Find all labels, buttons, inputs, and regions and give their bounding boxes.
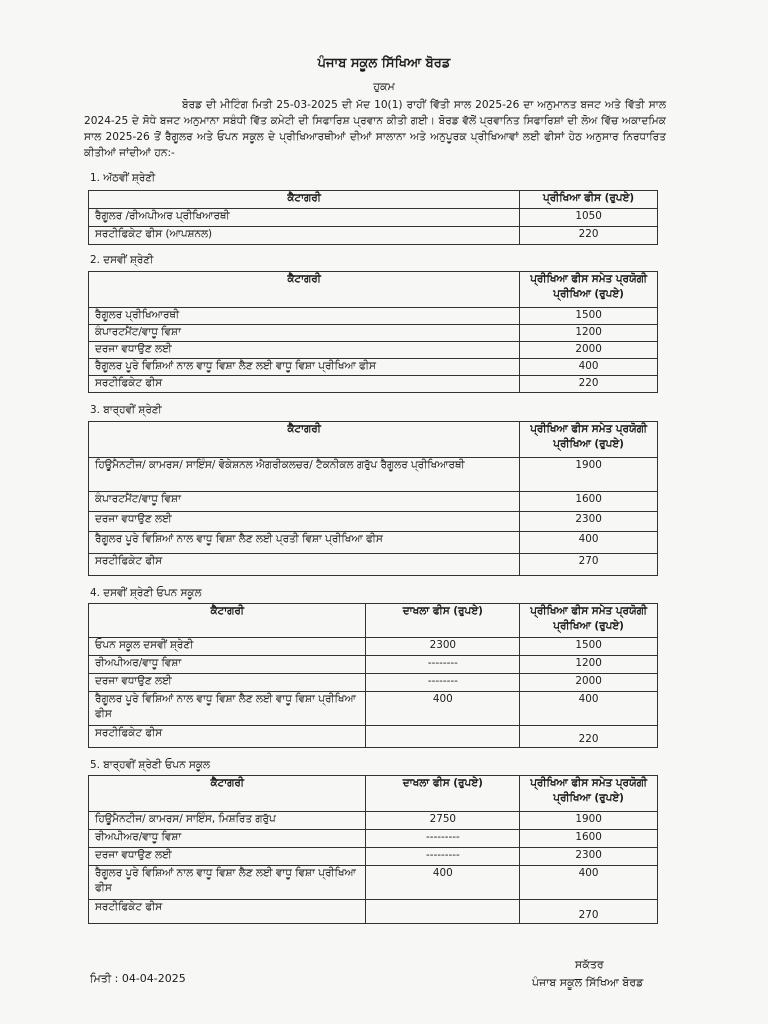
signatory-title: ਸਕੱਤਰ <box>575 958 604 971</box>
section-heading: 5. ਬਾਰ੍ਹਵੀਂ ਸ਼੍ਰੇਣੀ ਓਪਨ ਸਕੂਲ <box>90 759 210 771</box>
category-cell: ਰੈਗੂਲਰ ਪੂਰੇ ਵਿਸ਼ਿਆਂ ਨਾਲ ਵਾਧੂ ਵਿਸ਼ਾ ਲੈਣ ਲਈ ਵਾਧੂ ਵਿਸ਼ਾ ਪ੍ਰੀਖਿਆ ਫੀਸ <box>89 692 366 726</box>
admission-fee-cell: 2750 <box>366 812 520 830</box>
column-header: ਦਾਖਲਾ ਫੀਸ (ਰੁਪਏ) <box>366 776 520 812</box>
admission-fee-cell: -------- <box>366 656 520 674</box>
fee-cell: 2000 <box>520 674 658 692</box>
table-header-row <box>89 604 658 638</box>
category-cell: ਕੰਪਾਰਟਮੈਂਟ/ਵਾਧੂ ਵਿਸ਼ਾ <box>89 492 520 512</box>
column-header: ਕੈਟਾਗਰੀ <box>89 272 520 308</box>
admission-fee-cell <box>366 900 520 924</box>
table-row <box>89 458 658 492</box>
column-header: ਪ੍ਰੀਖਿਆ ਫੀਸ ਸਮੇਤ ਪ੍ਰਯੋਗੀ ਪ੍ਰੀਖਿਆ (ਰੁਪਏ) <box>520 776 658 812</box>
fee-cell: 1500 <box>520 638 658 656</box>
issue-date: ਮਿਤੀ : 04-04-2025 <box>90 972 186 985</box>
fee-cell: 220 <box>520 227 658 245</box>
column-header: ਪ੍ਰੀਖਿਆ ਫੀਸ (ਰੁਪਏ) <box>520 191 658 209</box>
fee-cell: 2000 <box>520 342 658 359</box>
admission-fee-cell: 2300 <box>366 638 520 656</box>
category-cell: ਰੈਗੂਲਰ ਪੂਰੇ ਵਿਸ਼ਿਆਂ ਨਾਲ ਵਾਧੂ ਵਿਸ਼ਾ ਲੈਣ ਲਈ ਪ੍ਰਤੀ ਵਿਸ਼ਾ ਪ੍ਰੀਖਿਆ ਫੀਸ <box>89 532 520 554</box>
signatory-org: ਪੰਜਾਬ ਸਕੂਲ ਸਿੱਖਿਆ ਬੋਰਡ <box>532 976 644 989</box>
table-row <box>89 830 658 848</box>
section-heading: 4. ਦਸਵੀਂ ਸ਼੍ਰੇਣੀ ਓਪਨ ਸਕੂਲ <box>90 587 202 599</box>
column-header: ਪ੍ਰੀਖਿਆ ਫੀਸ ਸਮੇਤ ਪ੍ਰਯੋਗੀ ਪ੍ਰੀਖਿਆ (ਰੁਪਏ) <box>520 272 658 308</box>
category-cell: ਸਰਟੀਫਿਕੇਟ ਫੀਸ <box>89 376 520 393</box>
fee-cell: 1600 <box>520 492 658 512</box>
category-cell: ਸਰਟੀਫਿਕੇਟ ਫੀਸ (ਆਪਸ਼ਨਲ) <box>89 227 520 245</box>
category-cell: ਰੈਗੂਲਰ ਪੂਰੇ ਵਿਸ਼ਿਆਂ ਨਾਲ ਵਾਧੂ ਵਿਸ਼ਾ ਲੈਣ ਲਈ ਵਾਧੂ ਵਿਸ਼ਾ ਪ੍ਰੀਖਿਆ ਫੀਸ <box>89 359 520 376</box>
column-header: ਕੈਟਾਗਰੀ <box>89 604 366 638</box>
table-row <box>89 674 658 692</box>
fee-table <box>88 603 658 748</box>
fee-cell: 1900 <box>520 812 658 830</box>
order-title: ਹੁਕਮ <box>373 80 395 93</box>
category-cell: ਦਰਜਾ ਵਧਾਉਣ ਲਈ <box>89 848 366 866</box>
fee-table <box>88 775 658 924</box>
admission-fee-cell: 400 <box>366 692 520 726</box>
table-row <box>89 900 658 924</box>
category-cell: ਰੀਅਪੀਅਰ/ਵਾਧੂ ਵਿਸ਼ਾ <box>89 656 366 674</box>
column-header: ਦਾਖਲਾ ਫੀਸ (ਰੁਪਏ) <box>366 604 520 638</box>
table-row <box>89 359 658 376</box>
category-cell: ਕੰਪਾਰਟਮੈਂਟ/ਵਾਧੂ ਵਿਸ਼ਾ <box>89 325 520 342</box>
fee-cell: 270 <box>520 900 658 924</box>
fee-cell: 220 <box>520 376 658 393</box>
column-header: ਕੈਟਾਗਰੀ <box>89 422 520 458</box>
category-cell: ਦਰਜਾ ਵਧਾਉਣ ਲਈ <box>89 342 520 359</box>
category-cell: ਰੈਗੂਲਰ ਪੂਰੇ ਵਿਸ਼ਿਆਂ ਨਾਲ ਵਾਧੂ ਵਿਸ਼ਾ ਲੈਣ ਲਈ ਵਾਧੂ ਵਿਸ਼ਾ ਪ੍ਰੀਖਿਆ ਫੀਸ <box>89 866 366 900</box>
table-header-row <box>89 272 658 308</box>
fee-cell: 1050 <box>520 209 658 227</box>
column-header: ਪ੍ਰੀਖਿਆ ਫੀਸ ਸਮੇਤ ਪ੍ਰਯੋਗੀ ਪ੍ਰੀਖਿਆ (ਰੁਪਏ) <box>520 422 658 458</box>
table-row <box>89 209 658 227</box>
intro-paragraph: ਬੋਰਡ ਦੀ ਮੀਟਿੰਗ ਮਿਤੀ 25-03-2025 ਦੀ ਮੱਦ 10(1) ਰਾਹੀਂ ਵਿੱਤੀ ਸਾਲ 2025-26 ਦਾ ਅਨੁਮਾਨਤ ਬਜਟ ਅਤੇ ਵਿੱਤੀ ਸਾਲ 2024-25 ਦੇ ਸੋਧੇ ਬਜਟ ਅਨੁਮਾਨਾ ਸਬੰਧੀ ਵਿੱਤ ਕਮੇਟੀ ਦੀ ਸਿਫਾਰਿਸ਼ ਪ੍ਰਵਾਨ ਕੀਤੀ ਗਈ। ਬੋਰਡ ਵੱਲੋਂ ਪ੍ਰਵਾਨਿਤ ਸਿਫਾਰਿਸ਼ਾਂ ਦੀ ਲੋਅ ਵਿੱਚ ਅਕਾਦਮਿਕ ਸਾਲ 2025-26 ਤੋਂ ਰੈਗੂਲਰ ਅਤੇ ਓਪਨ ਸਕੂਲ ਦੇ ਪ੍ਰੀਖਿਆਰਥੀਆਂ ਦੀਆਂ ਸਾਲਾਨਾ ਅਤੇ ਅਨੁਪੂਰਕ ਪ੍ਰੀਖਿਆਵਾਂ ਲਈ ਫੀਸਾਂ ਹੇਠ ਅਨੁਸਾਰ ਨਿਰਧਾਰਿਤ ਕੀਤੀਆਂ ਜਾਂਦੀਆਂ ਹਨ:- <box>84 99 666 159</box>
table-row <box>89 492 658 512</box>
table-row <box>89 812 658 830</box>
category-cell: ਓਪਨ ਸਕੂਲ ਦਸਵੀਂ ਸ਼੍ਰੇਣੀ <box>89 638 366 656</box>
fee-table <box>88 190 658 245</box>
category-cell: ਦਰਜਾ ਵਧਾਉਣ ਲਈ <box>89 512 520 532</box>
table-row <box>89 308 658 325</box>
table-row <box>89 227 658 245</box>
fee-cell: 1200 <box>520 656 658 674</box>
board-title: ਪੰਜਾਬ ਸਕੂਲ ਸਿੱਖਿਆ ਬੋਰਡ <box>317 56 451 71</box>
table-row <box>89 325 658 342</box>
category-cell: ਸਰਟੀਫਿਕੇਟ ਫੀਸ <box>89 900 366 924</box>
fee-cell: 400 <box>520 692 658 726</box>
table-header-row <box>89 422 658 458</box>
admission-fee-cell <box>366 726 520 748</box>
fee-table <box>88 421 658 576</box>
admission-fee-cell: 400 <box>366 866 520 900</box>
column-header: ਕੈਟਾਗਰੀ <box>89 776 366 812</box>
category-cell: ਹਿਊਮੈਨਟੀਜ/ ਕਾਮਰਸ/ ਸਾਇੰਸ/ ਵੋਕੇਸ਼ਨਲ ਐਗਰੀਕਲਚਰ/ ਟੈਕਨੀਕਲ ਗਰੁੱਪ ਰੈਗੂਲਰ ਪ੍ਰੀਖਿਆਰਥੀ <box>89 458 520 492</box>
fee-cell: 1500 <box>520 308 658 325</box>
admission-fee-cell: -------- <box>366 674 520 692</box>
fee-cell: 2300 <box>520 512 658 532</box>
table-row <box>89 554 658 576</box>
fee-cell: 220 <box>520 726 658 748</box>
table-row <box>89 532 658 554</box>
category-cell: ਰੈਗੂਲਰ ਪ੍ਰੀਖਿਆਰਥੀ <box>89 308 520 325</box>
category-cell: ਸਰਟੀਫਿਕੇਟ ਫੀਸ <box>89 554 520 576</box>
table-row <box>89 848 658 866</box>
fee-cell: 400 <box>520 359 658 376</box>
category-cell: ਦਰਜਾ ਵਧਾਉਣ ਲਈ <box>89 674 366 692</box>
fee-cell: 270 <box>520 554 658 576</box>
fee-cell: 2300 <box>520 848 658 866</box>
admission-fee-cell: --------- <box>366 848 520 866</box>
admission-fee-cell: --------- <box>366 830 520 848</box>
section-heading: 2. ਦਸਵੀਂ ਸ਼੍ਰੇਣੀ <box>90 254 154 266</box>
fee-cell: 1600 <box>520 830 658 848</box>
table-row <box>89 638 658 656</box>
fee-cell: 1900 <box>520 458 658 492</box>
table-row <box>89 512 658 532</box>
table-row <box>89 726 658 748</box>
table-header-row <box>89 191 658 209</box>
table-row <box>89 376 658 393</box>
fee-cell: 400 <box>520 866 658 900</box>
section-heading: 1. ਅੱਠਵੀਂ ਸ਼੍ਰੇਣੀ <box>90 172 156 184</box>
category-cell: ਰੀਅਪੀਅਰ/ਵਾਧੂ ਵਿਸ਼ਾ <box>89 830 366 848</box>
table-row <box>89 692 658 726</box>
category-cell: ਹਿਊਮੈਨਟੀਜ/ ਕਾਮਰਸ/ ਸਾਇੰਸ, ਮਿਸ਼ਰਿਤ ਗਰੁੱਪ <box>89 812 366 830</box>
category-cell: ਸਰਟੀਫਿਕੇਟ ਫੀਸ <box>89 726 366 748</box>
fee-cell: 1200 <box>520 325 658 342</box>
category-cell: ਰੈਗੂਲਰ /ਰੀਅਪੀਅਰ ਪ੍ਰੀਖਿਆਰਥੀ <box>89 209 520 227</box>
table-row <box>89 342 658 359</box>
column-header: ਕੈਟਾਗਰੀ <box>89 191 520 209</box>
table-row <box>89 866 658 900</box>
fee-cell: 400 <box>520 532 658 554</box>
table-header-row <box>89 776 658 812</box>
column-header: ਪ੍ਰੀਖਿਆ ਫੀਸ ਸਮੇਤ ਪ੍ਰਯੋਗੀ ਪ੍ਰੀਖਿਆ (ਰੁਪਏ) <box>520 604 658 638</box>
table-row <box>89 656 658 674</box>
fee-table <box>88 271 658 393</box>
section-heading: 3. ਬਾਰ੍ਹਵੀਂ ਸ਼੍ਰੇਣੀ <box>90 404 162 416</box>
